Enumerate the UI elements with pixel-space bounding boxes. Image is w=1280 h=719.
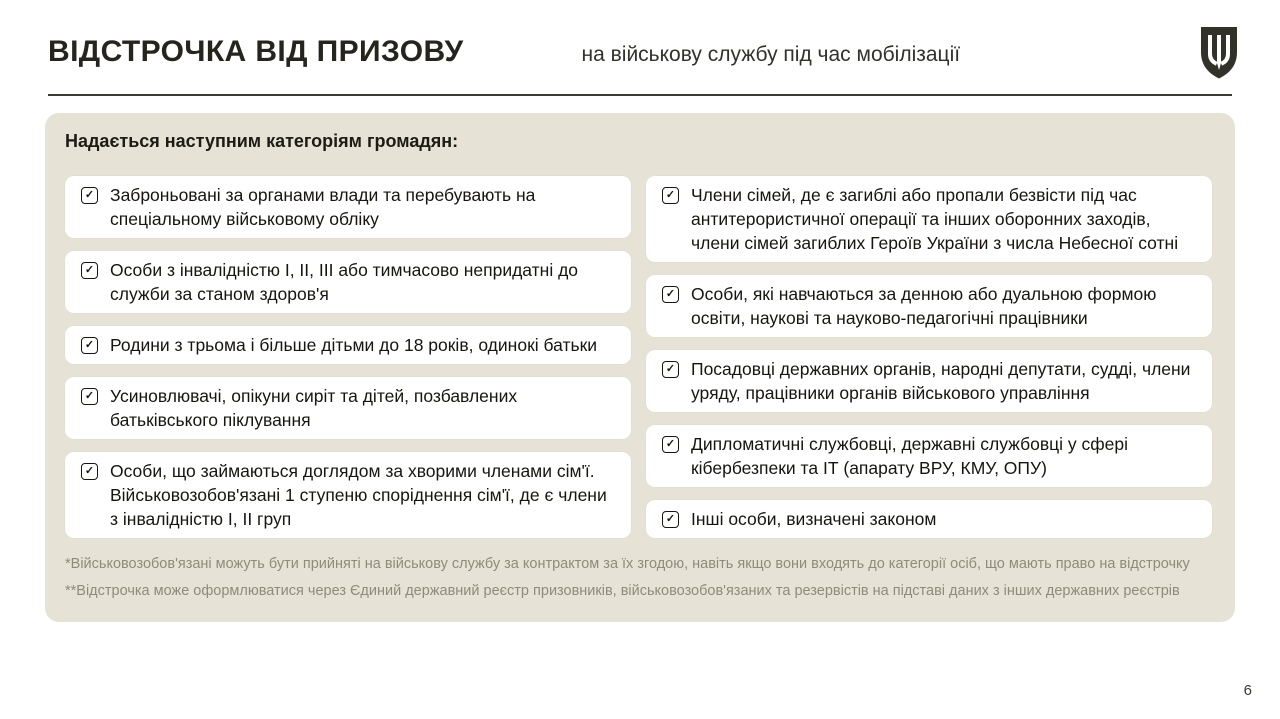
header (0, 0, 1280, 80)
category-text: Дипломатичні службовці, державні службовці у сфері кібербезпеки та ІТ (апарату ВРУ, КМУ, ОПУ) (691, 434, 1129, 478)
category-text: Члени сімей, де є загиблі або пропали безвісти під час антитерористичної операції та інших оборонних заходів, члени сімей загиблих Героїв України з числа Небесної сотні (691, 185, 1179, 253)
category-text: Усиновлювачі, опікуни сиріт та дітей, позбавлених батьківського піклування (110, 386, 518, 430)
category-card (65, 377, 631, 439)
right-column (646, 176, 1212, 538)
checked-checkbox-icon: ✓ (81, 463, 98, 480)
page-title: ВІДСТРОЧКА ВІД ПРИЗОВУ (48, 35, 464, 68)
checked-checkbox-icon: ✓ (662, 361, 679, 378)
category-text: Особи, які навчаються за денною або дуальною формою освіти, наукові та науково-педагогічні працівники (691, 284, 1157, 328)
category-text: Особи з інвалідністю I, II, III або тимчасово непридатні до служби за станом здоров'я (110, 260, 579, 304)
category-card (65, 251, 631, 313)
footnote: **Відстрочка може оформлюватися через Єдиний державний реєстр призовників, військовозобов'язаних та резервістів на підставі даних з інших державних реєстрів (65, 583, 1180, 599)
checked-checkbox-icon: ✓ (662, 511, 679, 528)
checked-checkbox-icon: ✓ (81, 388, 98, 405)
category-text: Особи, що займаються доглядом за хворими членами сім'ї. Військовозобов'язані 1 ступеню споріднення сім'ї, де є члени з інвалідністю I, II груп (110, 461, 607, 529)
category-text: Інші особи, визначені законом (691, 509, 937, 529)
category-card (65, 176, 631, 238)
categories-panel (45, 113, 1235, 622)
trident-shield-logo-icon (1196, 26, 1242, 80)
checked-checkbox-icon: ✓ (662, 286, 679, 303)
checked-checkbox-icon: ✓ (81, 262, 98, 279)
category-card (646, 275, 1212, 337)
footnote: *Військовозобов'язані можуть бути прийняті на військову службу за контрактом за їх згодою, навіть якщо вони входять до категорії осіб, що мають право на відстрочку (65, 556, 1190, 572)
category-card (65, 326, 631, 364)
category-card (646, 350, 1212, 412)
checked-checkbox-icon: ✓ (81, 187, 98, 204)
checked-checkbox-icon: ✓ (662, 187, 679, 204)
category-text: Родини з трьома і більше дітьми до 18 років, одинокі батьки (110, 335, 598, 355)
page-subtitle: на військову службу під час мобілізації (581, 43, 961, 66)
left-column (65, 176, 631, 538)
category-card (646, 500, 1212, 538)
panel-heading: Надається наступним категоріям громадян: (65, 131, 459, 151)
page-number: 6 (1243, 682, 1252, 699)
category-card (646, 176, 1212, 262)
category-card (65, 452, 631, 538)
category-text: Заброньовані за органами влади та перебувають на спеціальному військовому обліку (110, 185, 536, 229)
category-card (646, 425, 1212, 487)
checked-checkbox-icon: ✓ (81, 337, 98, 354)
header-divider (48, 94, 1232, 96)
category-text: Посадовці державних органів, народні депутати, судді, члени уряду, працівники органів військового управління (691, 359, 1191, 403)
footnotes (65, 554, 1212, 601)
category-columns (65, 176, 1212, 538)
checked-checkbox-icon: ✓ (662, 436, 679, 453)
